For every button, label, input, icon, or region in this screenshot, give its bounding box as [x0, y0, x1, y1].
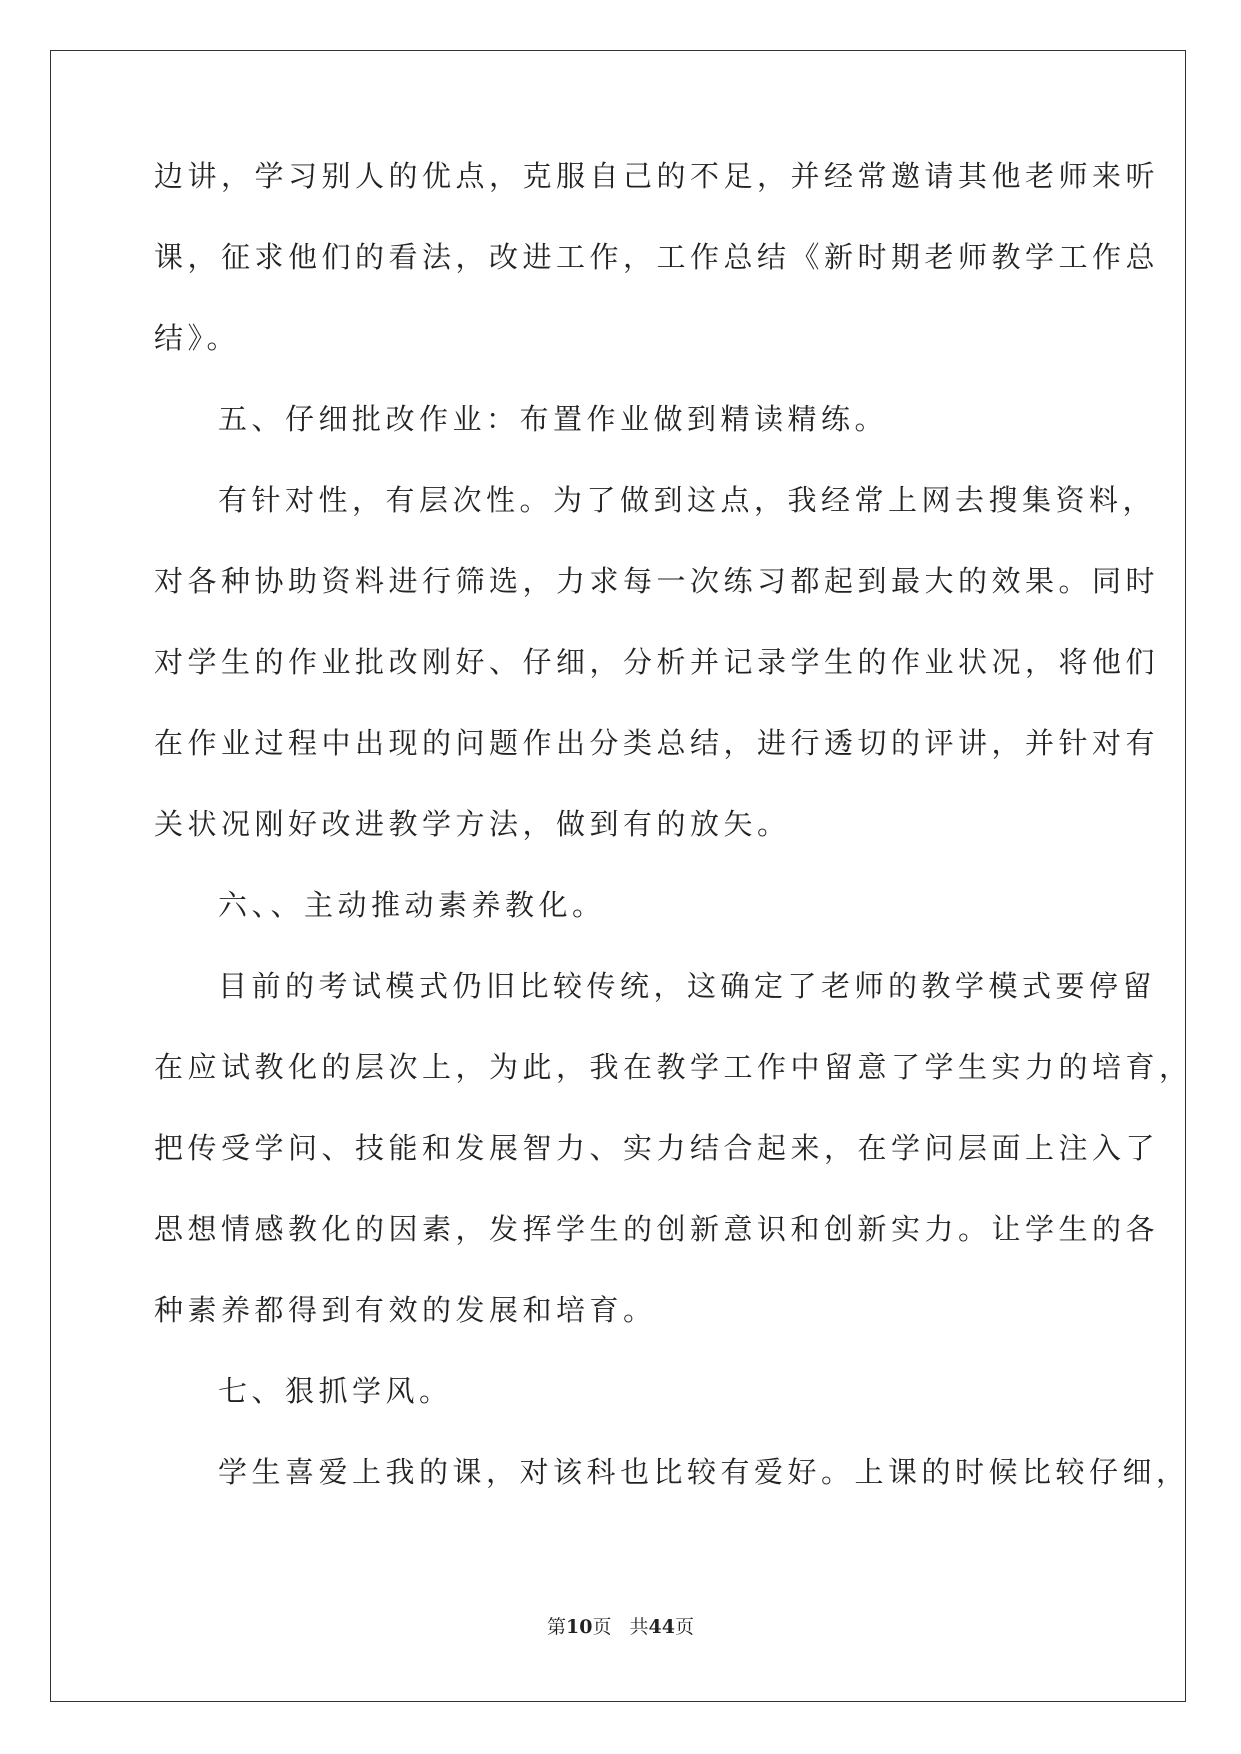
document-body — [154, 158, 1193, 1535]
section-heading-6: 六、、主动推动素养教化。 — [218, 888, 606, 922]
text-line: 对各种协助资料进行筛选，力求每一次练习都起到最大的效果。同时 — [154, 564, 1160, 598]
total-prefix: 共 — [629, 1616, 649, 1638]
total-pages: 44 — [648, 1616, 675, 1638]
text-line: 有针对性，有层次性。为了做到这点，我经常上网去搜集资料， — [218, 483, 1157, 517]
text-line: 在应试教化的层次上，为此，我在教学工作中留意了学生实力的培育， — [154, 1050, 1193, 1084]
text-line: 关状况刚好改进教学方法，做到有的放矢。 — [154, 807, 791, 841]
text-line: 把传受学问、技能和发展智力、实力结合起来，在学问层面上注入了 — [154, 1131, 1160, 1165]
text-line: 学生喜爱上我的课，对该科也比较有爱好。上课的时候比较仔细， — [218, 1455, 1190, 1489]
page-number: 10 — [566, 1616, 593, 1638]
section-heading-5: 五、仔细批改作业：布置作业做到精读精练。 — [218, 402, 889, 436]
text-line: 结》。 — [154, 321, 241, 355]
text-line: 种素养都得到有效的发展和培育。 — [154, 1293, 657, 1327]
section-heading-7: 七、狠抓学风。 — [218, 1374, 453, 1408]
text-line: 目前的考试模式仍旧比较传统，这确定了老师的教学模式要停留 — [218, 969, 1157, 1003]
page-suffix: 页 — [592, 1616, 612, 1638]
text-line: 思想情感教化的因素，发挥学生的创新意识和创新实力。让学生的各 — [154, 1212, 1160, 1246]
text-line: 边讲，学习别人的优点，克服自己的不足，并经常邀请其他老师来听 — [154, 159, 1160, 193]
page-footer — [0, 1612, 1241, 1639]
page-prefix: 第 — [547, 1616, 567, 1638]
text-line: 对学生的作业批改刚好、仔细，分析并记录学生的作业状况，将他们 — [154, 645, 1160, 679]
text-line: 课，征求他们的看法，改进工作，工作总结《新时期老师教学工作总 — [154, 240, 1160, 274]
text-line: 在作业过程中出现的问题作出分类总结，进行透切的评讲，并针对有 — [154, 726, 1160, 760]
total-suffix: 页 — [674, 1616, 694, 1638]
